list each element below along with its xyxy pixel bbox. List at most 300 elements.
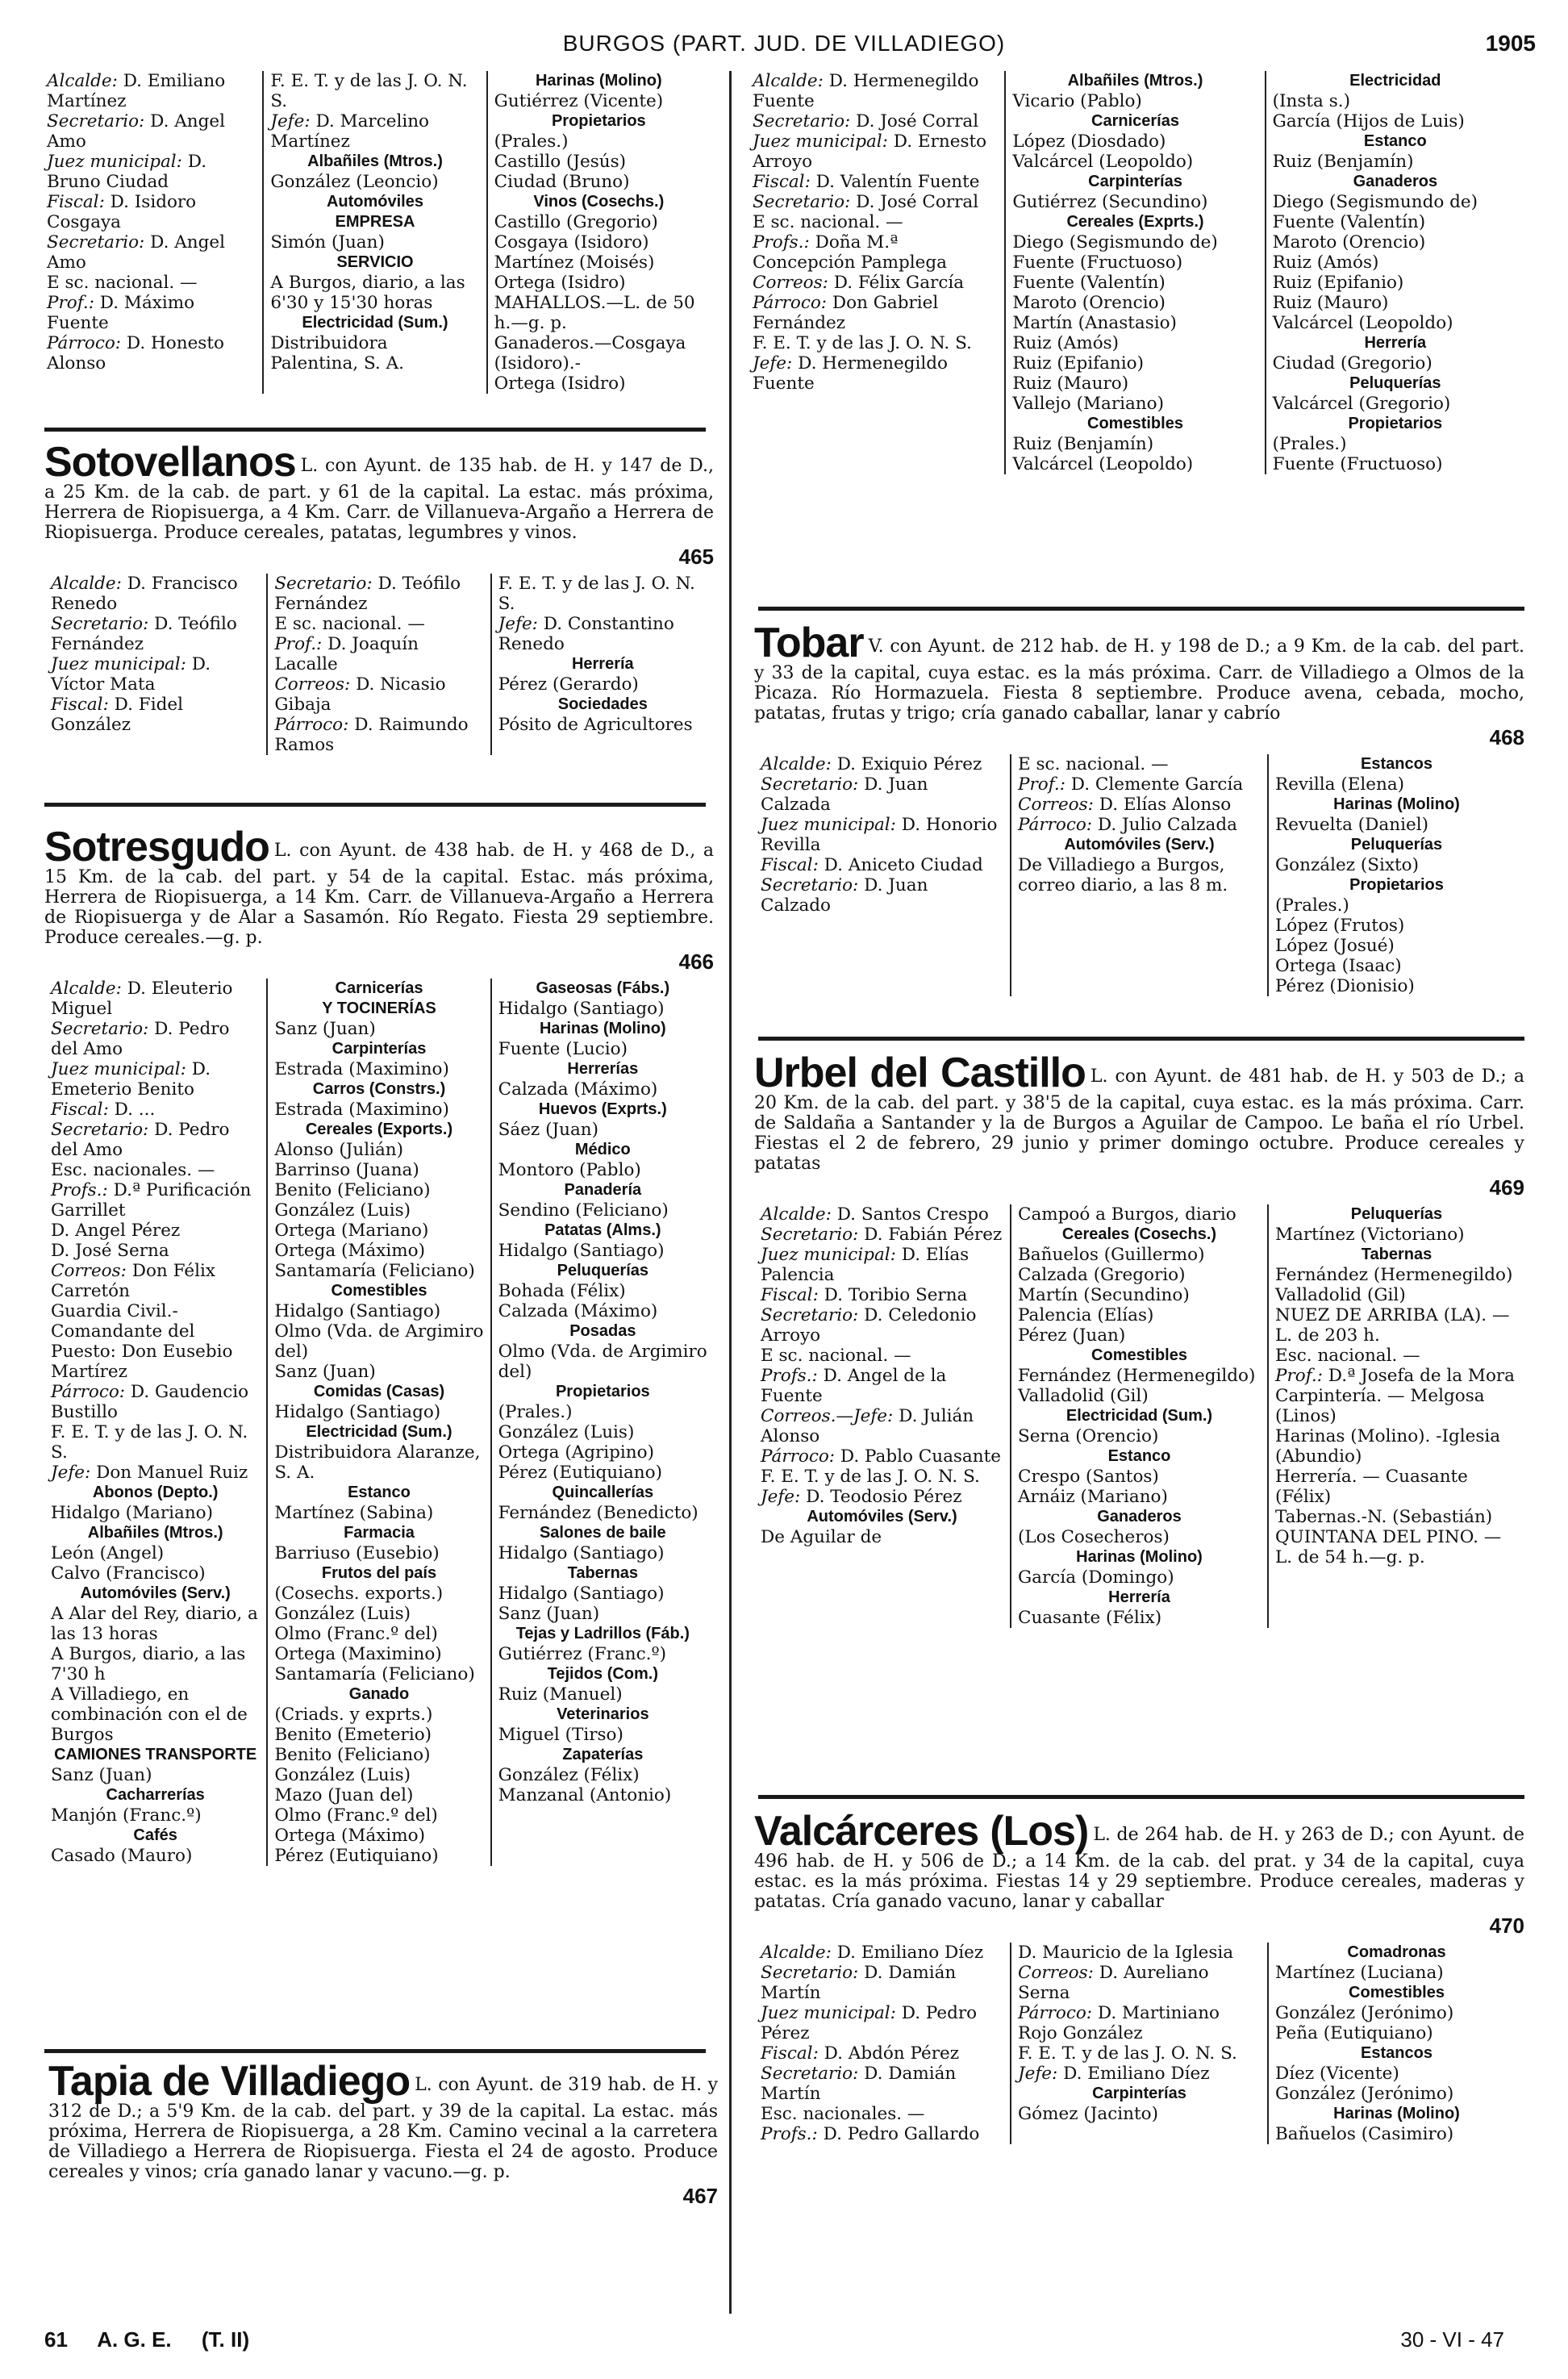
entry-line: Fuente (Fructuoso) xyxy=(1012,253,1183,273)
entry-line: Hidalgo (Santiago) xyxy=(498,1241,665,1261)
entry-line: Estrada (Maximino) xyxy=(274,1100,449,1120)
entry-line: Ruiz (Benjamín) xyxy=(1012,434,1154,454)
separator-rule xyxy=(44,428,706,432)
entry-line: Distribuidora Alaranze, S. A. xyxy=(274,1442,481,1483)
category-heading: Quincallerías xyxy=(552,1484,654,1501)
entry-line: Herrería. — Cuasante (Félix) xyxy=(1275,1467,1468,1507)
entry-line: (Prales.) xyxy=(498,1402,573,1422)
category-heading: Estanco xyxy=(348,1484,411,1501)
entry-line: Valcárcel (Leopoldo) xyxy=(1012,454,1194,474)
entry-line: (Insta s.) xyxy=(1272,91,1350,111)
entry-column xyxy=(1267,754,1524,996)
entry-line: Fiscal: D. ... xyxy=(51,1100,156,1120)
page-footer xyxy=(44,2327,1528,2352)
category-heading: Comidas (Casas) xyxy=(313,1383,445,1400)
category-heading: Médico xyxy=(574,1141,631,1158)
entry-line: Alcalde: D. Emiliano Martínez xyxy=(47,71,226,111)
entry-line: Juez municipal: D. Elías Palencia xyxy=(761,1245,970,1285)
category-heading: Patatas (Alms.) xyxy=(544,1221,661,1239)
entry-line: Manzanal (Antonio) xyxy=(498,1785,672,1805)
entry-line: Prof.: D. Máximo Fuente xyxy=(47,293,195,333)
entry-line: QUINTANA DEL PINO. — L. de 54 h.—g. p. xyxy=(1275,1527,1502,1567)
entry-line: Olmo (Franc.º del) xyxy=(274,1805,438,1826)
entry-line: Alonso (Julián) xyxy=(274,1140,403,1160)
entry-line: Alcalde: D. Santos Crespo xyxy=(761,1204,989,1225)
category-heading: Carnicerías xyxy=(1091,112,1179,130)
entry-line: Ortega (Maximino) xyxy=(274,1644,442,1664)
entry-line: Tabernas.-N. (Sebastián) xyxy=(1275,1507,1493,1527)
entry-line: Barriuso (Eusebio) xyxy=(274,1543,440,1563)
entry-column xyxy=(754,1943,1010,2144)
category-heading: Peluquerías xyxy=(1350,836,1443,854)
entry-line: Calzada (Gregorio) xyxy=(1018,1265,1186,1285)
category-heading: Carpinterías xyxy=(1092,2085,1186,2102)
entry-columns xyxy=(40,71,710,394)
category-heading: Farmacia xyxy=(344,1524,415,1542)
entry-line: Ortega (Máximo) xyxy=(274,1826,425,1846)
category-heading: Tejas y Ladrillos (Fáb.) xyxy=(515,1625,690,1642)
entry-line: López (Frutos) xyxy=(1275,916,1405,936)
entry-line: Fiscal: D. Toribio Serna xyxy=(761,1285,968,1305)
entry-line: Jefe: D. Teodosio Pérez xyxy=(761,1487,962,1507)
entry-line: Fiscal: D. Valentín Fuente xyxy=(753,172,980,192)
entry-line: Secretario: D. Juan Calzada xyxy=(761,774,928,815)
category-heading: Huevos (Exprts.) xyxy=(538,1100,667,1118)
category-heading: Albañiles (Mtros.) xyxy=(307,152,443,170)
category-heading: Comestibles xyxy=(1087,415,1183,432)
entry-line: F. E. T. y de las J. O. N. S. xyxy=(761,1467,980,1487)
entry-line: Martínez (Luciana) xyxy=(1275,1963,1444,1983)
entry-line: Cosgaya (Isidoro) xyxy=(494,232,649,253)
entry-line: Juez municipal: D. Bruno Ciudad xyxy=(47,152,207,192)
town-name: Sotresgudo xyxy=(44,824,269,870)
town-description: L. con Ayunt. de 481 hab. de H. y 503 de D.; a 20 Km. de la cab. del part. y 38'5 de la capital, cuya estac. es la más próxima. Carr. de Saldaña a Santander y la de Burgos a Aguilar de Campoo. Le baña el río Urbel. Fiestas el 2 de febrero, 29 junio y primer domingo octubre. Produce cereales y patatas xyxy=(754,1066,1524,1174)
entry-line: Prof.: D.ª Josefa de la Mora xyxy=(1275,1366,1515,1386)
category-heading: Herrería xyxy=(1108,1588,1170,1606)
category-heading: Propietarios xyxy=(1349,876,1444,894)
entry-line: González (Jerónimo) xyxy=(1275,2003,1454,2023)
entry-column xyxy=(486,71,710,394)
entry-line: Fuente (Lucio) xyxy=(498,1039,628,1059)
category-heading: Ganaderos xyxy=(1097,1508,1182,1525)
entry-column xyxy=(1010,1204,1267,1628)
entry-columns xyxy=(44,979,714,1866)
entry-line: Fuente (Valentín) xyxy=(1012,273,1166,293)
entry-valcarceres xyxy=(754,1808,1524,2144)
entry-line: F. E. T. y de las J. O. N. S. xyxy=(753,333,972,353)
category-heading: Estanco xyxy=(1107,1447,1171,1465)
entry-line: Juez municipal: D. Ernesto Arroyo xyxy=(753,131,987,172)
entry-line: Castillo (Jesús) xyxy=(494,152,627,172)
entry-line: MAHALLOS.—L. de 50 h.—g. p. xyxy=(494,293,695,333)
entry-line: Juez municipal: D. Emeterio Benito xyxy=(51,1059,211,1100)
entry-line: Ruiz (Mauro) xyxy=(1272,293,1389,313)
category-heading: Cereales (Cosechs.) xyxy=(1061,1225,1217,1243)
category-heading: Herrería xyxy=(1364,334,1427,352)
town-name: Sotovellanos xyxy=(44,439,296,486)
category-heading: Posadas xyxy=(569,1322,636,1340)
category-heading: Cafés xyxy=(133,1826,177,1844)
entry-line: Diego (Segismundo de) xyxy=(1012,232,1218,253)
entry-line: Ruiz (Epifanio) xyxy=(1012,353,1144,374)
page-number: 1905 xyxy=(1485,31,1536,56)
category-heading: EMPRESA xyxy=(335,213,415,231)
entry-line: Párroco: D. Raimundo Ramos xyxy=(274,715,469,755)
town-name: Tapia de Villadiego xyxy=(48,2058,411,2105)
entry-line: González (Félix) xyxy=(498,1765,640,1785)
entry-line: Correos: Don Félix Carretón xyxy=(51,1261,215,1301)
category-heading: Abonos (Depto.) xyxy=(92,1484,219,1501)
entry-line: Juez municipal: D. Víctor Mata xyxy=(51,654,211,695)
town-name: Tobar xyxy=(754,620,864,666)
entry-line: Diego (Segismundo de) xyxy=(1272,192,1478,212)
entry-line: Sáez (Juan) xyxy=(498,1120,598,1140)
entry-line: Vicario (Pablo) xyxy=(1012,91,1142,111)
category-heading: Gaseosas (Fábs.) xyxy=(536,979,670,997)
entry-line: González (Jerónimo) xyxy=(1275,2084,1454,2104)
category-heading: Automóviles xyxy=(326,193,423,211)
entry-line: Esc. nacional. — xyxy=(1275,1346,1420,1366)
entry-line: Párroco: Don Gabriel Fernández xyxy=(753,293,939,333)
entry-column xyxy=(1004,71,1264,474)
entry-line: Fiscal: D. Isidoro Cosgaya xyxy=(47,192,197,232)
entry-line: Pósito de Agricultores xyxy=(498,715,693,735)
category-heading: Vinos (Cosechs.) xyxy=(533,193,665,211)
entry-line: Valcárcel (Leopoldo) xyxy=(1272,313,1453,333)
entry-line: Fuente (Valentín) xyxy=(1272,212,1426,232)
entry-line: Ruiz (Manuel) xyxy=(498,1684,623,1705)
entry-line: (Criads. y exprts.) xyxy=(274,1705,433,1725)
category-heading: Propietarios xyxy=(1348,415,1443,432)
footer-date: 30 - VI - 47 xyxy=(1400,2327,1504,2352)
entry-line: Cuasante (Félix) xyxy=(1018,1608,1162,1628)
entry-line: Valcárcel (Gregorio) xyxy=(1272,394,1451,414)
category-heading: Ganaderos xyxy=(1353,173,1438,190)
entry-line: Fiscal: D. Abdón Pérez xyxy=(761,2043,960,2064)
entry-line: Revilla (Elena) xyxy=(1275,774,1405,795)
category-heading: CAMIONES TRANSPORTE xyxy=(54,1746,257,1763)
entry-line: Secretario: D. Pedro del Amo xyxy=(51,1120,230,1160)
entry-line: Fiscal: D. Aniceto Ciudad xyxy=(761,855,983,875)
entry-line: Ruiz (Epifanio) xyxy=(1272,273,1404,293)
town-description: L. con Ayunt. de 319 hab. de H. y 312 de D.; a 5'9 Km. de la cab. del part. y 39 de la capital. La estac. más próxima, Herrera de Riopisuerga, a 28 Km. Camino vecinal a la carretera de Villadiego a Herrera de Riopisuerga. Fiesta el 24 de agosto. Produce cereales y vinos; cría ganado lanar y vacuno.—g. p. xyxy=(48,2075,719,2182)
entry-line: Prof.: D. Joaquín Lacalle xyxy=(274,634,419,674)
category-heading: Albañiles (Mtros.) xyxy=(87,1524,223,1542)
entry-line: Alcalde: D. Eleuterio Miguel xyxy=(51,979,233,1019)
entry-line: Profs.: Doña M.ª Concepción Pamplega xyxy=(753,232,947,273)
town-description: L. de 264 hab. de H. y 263 de D.; con Ayunt. de 496 hab. de H. y 506 de D.; a 14 Km. de la cab. del prat. y 34 de la capital, cuya estac. es la más próxima. Fiestas 14 y 29 septiembre. Produce cereales, maderas y patatas. Cría ganado vacuno, lanar y caballar xyxy=(754,1825,1524,1912)
entry-line: García (Hijos de Luis) xyxy=(1272,111,1465,131)
entry-line: Hidalgo (Mariano) xyxy=(51,1503,213,1523)
entry-line: Olmo (Vda. de Argimiro del) xyxy=(274,1321,484,1362)
category-heading: Propietarios xyxy=(555,1383,650,1400)
entry-line: Pérez (Eutiquiano) xyxy=(274,1846,439,1866)
entry-columns xyxy=(746,71,1524,474)
entry-column xyxy=(262,71,486,394)
entry-line: Secretario: D. Teófilo Fernández xyxy=(274,574,461,614)
entry-line: De Villadiego a Burgos, correo diario, a las 8 m. xyxy=(1018,855,1228,895)
entry-line: De Aguilar de xyxy=(761,1527,882,1547)
category-heading: Tabernas xyxy=(567,1564,639,1582)
entry-line: Correos: D. Aureliano Serna xyxy=(1018,1963,1209,2003)
category-heading: Peluquerías xyxy=(1350,1205,1443,1223)
entry-line: Jefe: D. Marcelino Martínez xyxy=(270,111,429,152)
entry-code: 468 xyxy=(1489,725,1524,749)
town-name: Valcárceres (Los) xyxy=(754,1808,1089,1855)
category-heading: Veterinarios xyxy=(557,1705,649,1723)
entry-column xyxy=(746,71,1004,474)
entry-line: A Alar del Rey, diario, a las 13 horas xyxy=(51,1604,258,1644)
entry-continuation-left xyxy=(40,71,710,394)
town-name: Urbel del Castillo xyxy=(754,1050,1086,1096)
category-heading: Peluquerías xyxy=(557,1262,649,1279)
entry-line: González (Luis) xyxy=(274,1604,411,1624)
entry-line: Profs.: D. Pedro Gallardo xyxy=(761,2124,980,2144)
entry-columns xyxy=(754,1943,1524,2144)
entry-line: Secretario: D. Celedonio Arroyo xyxy=(761,1305,977,1346)
entry-line: Miguel (Tirso) xyxy=(498,1725,623,1745)
entry-line: Secretario: D. José Corral xyxy=(753,192,979,212)
entry-line: A Villadiego, en combinación con el de Burgos xyxy=(51,1684,248,1745)
entry-code: 470 xyxy=(1489,1914,1524,1938)
entry-line: Valcárcel (Leopoldo) xyxy=(1012,152,1194,172)
entry-code: 466 xyxy=(678,950,714,974)
entry-line: Gutiérrez (Franc.º) xyxy=(498,1644,666,1664)
entry-line: Gómez (Jacinto) xyxy=(1018,2104,1158,2124)
entry-line: Bañuelos (Casimiro) xyxy=(1275,2124,1454,2144)
category-heading: Sociedades xyxy=(557,695,648,713)
entry-line: Secretario: D. Angel Amo xyxy=(47,111,226,152)
entry-column xyxy=(266,979,490,1866)
entry-line: Fernández (Hermenegildo) xyxy=(1018,1366,1256,1386)
entry-line: Palencia (Elías) xyxy=(1018,1305,1154,1325)
entry-line: (Prales.) xyxy=(1272,434,1347,454)
entry-line: Calvo (Francisco) xyxy=(51,1563,206,1584)
entry-column xyxy=(266,574,490,755)
entry-line: Alcalde: D. Francisco Renedo xyxy=(51,574,238,614)
town-description: V. con Ayunt. de 212 hab. de H. y 198 de D.; a 9 Km. de la cab. del part. y 33 de la capital, cuya estac. es la más próxima. Carr. de Villadiego a Olmos de la Picaza. Río Hormazuela. Fiesta 8 septiembre. Produce avena, cebada, mocho, patatas, frutas y trigo; cría ganado caballar, lanar y cabrío xyxy=(754,636,1524,724)
entry-line: Olmo (Vda. de Argimiro del) xyxy=(498,1342,707,1382)
entry-line: Secretario: D. Fabián Pérez xyxy=(761,1225,1003,1245)
entry-line: Secretario: D. Damián Martín xyxy=(761,2064,957,2104)
category-heading: Carros (Constrs.) xyxy=(312,1080,446,1098)
category-heading: Albañiles (Mtros.) xyxy=(1067,72,1203,90)
entry-line: González (Luis) xyxy=(498,1422,635,1442)
entry-line: Párroco: D. Pablo Cuasante xyxy=(761,1446,1001,1467)
category-heading: Ganado xyxy=(348,1685,410,1703)
entry-line: Ruiz (Benjamín) xyxy=(1272,152,1414,172)
entry-line: Correos: D. Nicasio Gibaja xyxy=(274,674,446,715)
entry-line: Sendino (Feliciano) xyxy=(498,1200,669,1221)
entry-column xyxy=(1267,1204,1524,1628)
entry-line: Correos: D. Elías Alonso xyxy=(1018,795,1232,815)
entry-line: Martínez (Sabina) xyxy=(274,1503,434,1523)
category-heading: Peluquerías xyxy=(1349,374,1441,392)
entry-code: 467 xyxy=(682,2184,718,2208)
entry-line: Manjón (Franc.º) xyxy=(51,1805,202,1826)
entry-line: Valladolid (Gil) xyxy=(1275,1285,1406,1305)
entry-line: Gutiérrez (Vicente) xyxy=(494,91,664,111)
entry-line: Bohada (Félix) xyxy=(498,1281,626,1301)
entry-line: E sc. nacional. — xyxy=(1018,754,1169,774)
entry-column xyxy=(490,574,714,755)
category-heading: Cereales (Exports.) xyxy=(305,1121,453,1138)
entry-line: Fiscal: D. Fidel González xyxy=(51,695,183,735)
entry-line: Ortega (Máximo) xyxy=(274,1241,425,1261)
entry-line: Fernández (Benedicto) xyxy=(498,1503,699,1523)
category-heading: Harinas (Molino) xyxy=(1333,2105,1460,2122)
footer-publisher: A. G. E. xyxy=(97,2327,172,2352)
entry-line: Calzada (Máximo) xyxy=(498,1301,658,1321)
entry-line: Ganaderos.—Cosgaya (Isidoro).- xyxy=(494,333,686,374)
category-heading: Frutos del país xyxy=(321,1564,437,1582)
category-heading: Electricidad xyxy=(1349,72,1441,90)
entry-columns xyxy=(754,754,1524,996)
entry-line: E sc. nacional. — xyxy=(761,1346,911,1366)
entry-line: Carpintería. — Melgosa (Linos) xyxy=(1275,1386,1485,1426)
entry-column xyxy=(754,1204,1010,1628)
entry-line: Alcalde: D. Hermenegildo Fuente xyxy=(753,71,979,111)
entry-line: Correos: D. Félix García xyxy=(753,273,965,293)
category-heading: Harinas (Molino) xyxy=(539,1020,666,1037)
entry-line: Hidalgo (Santiago) xyxy=(274,1301,441,1321)
category-heading: Propietarios xyxy=(551,112,646,130)
category-heading: Cereales (Exprts.) xyxy=(1066,213,1204,231)
entry-code: 465 xyxy=(678,545,714,569)
entry-line: Ruiz (Amós) xyxy=(1012,333,1120,353)
entry-line: Arnáiz (Mariano) xyxy=(1018,1487,1168,1507)
entry-line: Hidalgo (Santiago) xyxy=(498,999,665,1019)
category-heading: Comadronas xyxy=(1347,1943,1446,1961)
footer-page: 61 xyxy=(44,2327,68,2352)
entry-line: González (Sixto) xyxy=(1275,855,1419,875)
entry-column xyxy=(1010,754,1267,996)
entry-line: F. E. T. y de las J. O. N. S. xyxy=(270,71,468,111)
footer-volume: (T. II) xyxy=(201,2327,250,2352)
category-heading: Comestibles xyxy=(331,1282,427,1300)
entry-line: González (Luis) xyxy=(274,1765,411,1785)
category-heading: Zapaterías xyxy=(562,1746,644,1763)
entry-line: Jefe: D. Hermenegildo Fuente xyxy=(753,353,948,394)
entry-column xyxy=(44,979,266,1866)
category-heading: Estancos xyxy=(1361,2044,1432,2062)
entry-line: F. E. T. y de las J. O. N. S. xyxy=(1018,2043,1237,2064)
entry-line: Jefe: D. Constantino Renedo xyxy=(498,614,674,654)
separator-rule xyxy=(758,1795,1524,1799)
category-heading: SERVICIO xyxy=(336,253,414,271)
entry-line: Maroto (Orencio) xyxy=(1272,232,1426,253)
town-description: L. con Ayunt. de 438 hab. de H. y 468 de D., a 15 Km. de la cab. del part. y 54 de la capital. Estac. más próxima, Herrera de Riopisuerga, a 14 Km. Carr. de Villanueva-Argaño a Herrera de Riopisuerga y de Alar a Sasamón. Río Regato. Fiesta 29 septiembre. Produce cereales.—g. p. xyxy=(44,841,714,948)
town-description: L. con Ayunt. de 135 hab. de H. y 147 de D., a 25 Km. de la cab. de part. y 61 de la capital. La estac. más próxima, Herrera de Riopisuerga, a 4 Km. Carr. de Villanueva-Argaño a Herrera de Riopisuerga. Produce cereales, patatas, legumbres y vinos. xyxy=(44,456,714,543)
entry-line: Calzada (Máximo) xyxy=(498,1079,658,1100)
entry-line: Pérez (Eutiquiano) xyxy=(498,1463,662,1483)
entry-line: Pérez (Juan) xyxy=(1018,1325,1126,1346)
entry-line: Profs.: D. Angel de la Fuente xyxy=(761,1366,947,1406)
entry-line: Ruiz (Mauro) xyxy=(1012,374,1129,394)
column-divider xyxy=(729,71,732,2314)
entry-line: Juez municipal: D. Honorio Revilla xyxy=(761,815,998,855)
header-title: BURGOS (PART. JUD. DE VILLADIEGO) xyxy=(562,31,1006,56)
entry-line: Secretario: D. Pedro del Amo xyxy=(51,1019,230,1059)
entry-line: Gutiérrez (Secundino) xyxy=(1012,192,1208,212)
entry-line: Fuente (Fructuoso) xyxy=(1272,454,1443,474)
category-heading: Harinas (Molino) xyxy=(1076,1548,1203,1566)
entry-line: Distribuidora Palentina, S. A. xyxy=(270,333,404,374)
category-heading: Comestibles xyxy=(1349,1984,1445,2001)
entry-tapia-de-villadiego xyxy=(48,2058,719,2213)
category-heading: Electricidad (Sum.) xyxy=(302,314,448,332)
entry-line: Martín (Secundino) xyxy=(1018,1285,1190,1305)
category-heading: Automóviles (Serv.) xyxy=(1064,836,1215,854)
entry-line: Barrinso (Juana) xyxy=(274,1160,419,1180)
page-header xyxy=(32,24,1536,65)
entry-line: Benito (Feliciano) xyxy=(274,1180,431,1200)
entry-line: Secretario: D. Damián Martín xyxy=(761,1963,957,2003)
entry-line: Ortega (Isaac) xyxy=(1275,956,1402,976)
separator-rule xyxy=(44,803,706,807)
entry-line: (Cosechs. exports.) xyxy=(274,1584,444,1604)
entry-line: Martínez (Moisés) xyxy=(494,253,655,273)
separator-rule xyxy=(758,1037,1524,1041)
entry-line: Secretario: D. Angel Amo xyxy=(47,232,226,273)
category-heading: Salones de baile xyxy=(539,1524,666,1542)
category-heading: Harinas (Molino) xyxy=(535,72,662,90)
entry-line: Benito (Emeterio) xyxy=(274,1725,432,1745)
entry-line: López (Diosdado) xyxy=(1012,131,1166,152)
entry-line: A Burgos, diario, a las 6'30 y 15'30 horas xyxy=(270,273,465,313)
entry-line: Hidalgo (Santiago) xyxy=(274,1402,441,1422)
entry-line: F. E. T. y de las J. O. N. S. xyxy=(51,1422,248,1463)
entry-line: Pérez (Dionisio) xyxy=(1275,976,1415,996)
entry-line: (Los Cosecheros) xyxy=(1018,1527,1170,1547)
entry-line: Sanz (Juan) xyxy=(274,1362,376,1382)
entry-line: Hidalgo (Santiago) xyxy=(498,1543,665,1563)
entry-line: F. E. T. y de las J. O. N. S. xyxy=(498,574,695,614)
entry-line: Alcalde: D. Exiquio Pérez xyxy=(761,754,982,774)
category-heading: Carpinterías xyxy=(1088,173,1182,190)
entry-line: Ortega (Isidro) xyxy=(494,374,626,394)
entry-column xyxy=(490,979,714,1866)
entry-line: Párroco: D. Martiniano Rojo González xyxy=(1018,2003,1220,2043)
entry-line: D. Angel Pérez xyxy=(51,1221,181,1241)
entry-continuation-right xyxy=(746,71,1524,474)
entry-line: González (Leoncio) xyxy=(270,172,439,192)
entry-line: García (Domingo) xyxy=(1018,1567,1174,1588)
entry-line: Párroco: D. Honesto Alonso xyxy=(47,333,224,374)
entry-line: Sanz (Juan) xyxy=(498,1604,600,1624)
entry-line: Correos.—Jefe: D. Julián Alonso xyxy=(761,1406,974,1446)
entry-line: D. Mauricio de la Iglesia xyxy=(1018,1943,1234,1963)
entry-line: Prof.: D. Clemente García xyxy=(1018,774,1244,795)
category-heading: Tejidos (Com.) xyxy=(547,1665,659,1683)
entry-column xyxy=(754,754,1010,996)
category-heading: Carpinterías xyxy=(332,1040,427,1058)
entry-line: Secretario: D. Juan Calzado xyxy=(761,875,928,916)
entry-line: Ruiz (Amós) xyxy=(1272,253,1379,273)
entry-urbel-del-castillo xyxy=(754,1050,1524,1628)
entry-line: Esc. nacionales. — xyxy=(761,2104,925,2124)
entry-line: Olmo (Franc.º del) xyxy=(274,1624,438,1644)
entry-line: Ortega (Isidro) xyxy=(494,273,626,293)
entry-column xyxy=(44,574,266,755)
category-heading: Electricidad (Sum.) xyxy=(306,1423,452,1441)
entry-line: Ortega (Agripino) xyxy=(498,1442,654,1463)
entry-line: Profs.: D.ª Purificación Garrillet xyxy=(51,1180,252,1221)
entry-line: Ciudad (Bruno) xyxy=(494,172,630,192)
entry-line: NUEZ DE ARRIBA (LA). — L. de 203 h. xyxy=(1275,1305,1510,1346)
entry-line: Guardia Civil.-Comandante del Puesto: Don Eusebio Martírez xyxy=(51,1301,233,1382)
entry-line: Ciudad (Gregorio) xyxy=(1272,353,1432,374)
